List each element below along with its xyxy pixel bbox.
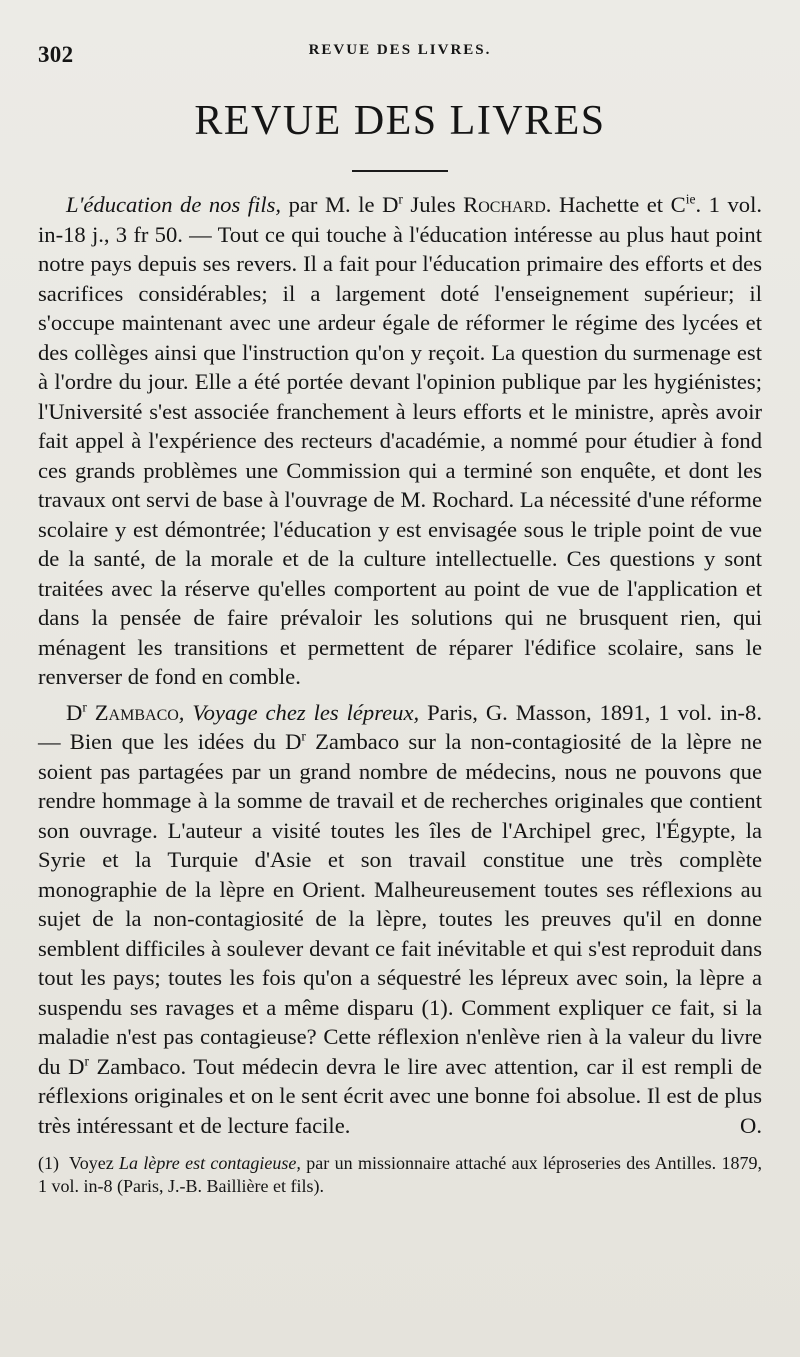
footnote-mark: (1)	[38, 1153, 59, 1174]
author-given-name: Jules	[402, 192, 464, 218]
review-signature: O.	[740, 1112, 762, 1138]
review-zambaco	[38, 698, 762, 1141]
running-header	[38, 42, 762, 76]
section-title: REVUE DES LIVRES	[194, 98, 606, 144]
review-body-part-2: Zambaco sur la non-contagiosité de la lèpre ne soient pas partagées par un grand nombre de médecins, nous ne pouvons que rendre hommage à la somme de travail et de recherches originales que contient son ouvrage. L'auteur a visité toutes les îles de l'Archipel grec, l'Égypte, la Syrie et la Turquie d'Asie et son travail constitue une très complète monographie de la lèpre en Orient. Malheureusement toutes ses réflexions au sujet de la non-contagiosité de la lèpre, toutes les preuves qu'il en donne semblent difficiles à soulever devant ce fait inévitable et qui s'est reproduit dans tout les pays; toutes les fois qu'on a séquestré les lépreux avec soin, la lèpre a suspendu ses ravages et a même disparu (1). Comment expliquer ce fait, si la maladie n'est pas contagieuse? Cette réflexion n'enlève rien à la valeur du livre du D	[38, 729, 762, 1079]
doctor-abbrev: r	[398, 191, 403, 207]
doctor-abbrev: r	[82, 699, 87, 715]
author-surname: Zambaco	[86, 699, 179, 725]
review-body: . 1 vol. in-18 j., 3 fr 50. — Tout ce qui touche à l'éducation intéresse au plus haut point notre pays depuis ses revers. Il a fait pour l'éducation primaire des efforts et des sacrifices considérables; il a largement doté l'enseignement supérieur; il s'occupe maintenant avec une ardeur égale de réformer le régime des lycées et des collèges ainsi que l'instruction qu'on y reçoit. La question du surmenage est à l'ordre du jour. Elle a été portée devant l'opinion publique par les hygiénistes; l'Université s'est associée franchement à leurs efforts et le ministre, après avoir fait appel à l'expérience des recteurs d'académie, a nommé pour étudier à fond ces grands problèmes une Commission qui a terminé son enquête, et dont les travaux ont servi de base à l'ouvrage de M. Rochard. La nécessité d'une réforme scolaire y est démontrée; l'éducation y est envisagée sous le triple point de vue de la santé, de la morale et de la culture intellectuelle. Ces questions y sont traitées avec la réserve qu'elles comportent au point de vue de l'application et dans la pensée de faire prévaloir les solutions qui ne brusquent rien, qui ménagent les transitions et permettent de réparer l'édifice scolaire, sans le renverser de fond en comble.	[38, 192, 762, 690]
author-surname: Rochard	[463, 192, 546, 218]
author-prefix: D	[66, 699, 83, 725]
review-rochard	[38, 190, 762, 692]
doctor-abbrev: r	[301, 728, 306, 744]
publisher-suffix: ie	[685, 191, 696, 207]
book-title: , Voyage chez les lépreux,	[178, 699, 420, 725]
running-title: REVUE DES LIVRES.	[308, 42, 492, 58]
review-list	[38, 190, 762, 1140]
page-number: 302	[38, 42, 74, 67]
book-title: L'éducation de nos fils,	[66, 192, 282, 218]
title-divider	[352, 170, 448, 172]
footnote-text-start: Voyez	[64, 1153, 120, 1174]
footnote	[38, 1152, 762, 1198]
publisher: . Hachette et C	[545, 192, 686, 218]
review-body-part-1: Paris, G. Masson, 1891, 1 vol. in-8. — Bien que les idées du D	[38, 699, 762, 755]
footnote-book-title: La lèpre est contagieuse,	[119, 1153, 301, 1174]
author-prefix: par M. le D	[288, 192, 399, 218]
footnote-text-end: par un missionnaire attaché aux léproseries des Antilles. 1879, 1 vol. in-8 (Paris, J.-B. Baillière et fils).	[38, 1153, 762, 1197]
review-body-part-3: Zambaco. Tout médecin devra le lire avec attention, car il est rempli de réflexions originales et on le sent écrit avec une bonne foi absolue. Il est de plus très intéressant et de lecture facile.	[38, 1053, 763, 1138]
doctor-abbrev: r	[84, 1053, 89, 1069]
